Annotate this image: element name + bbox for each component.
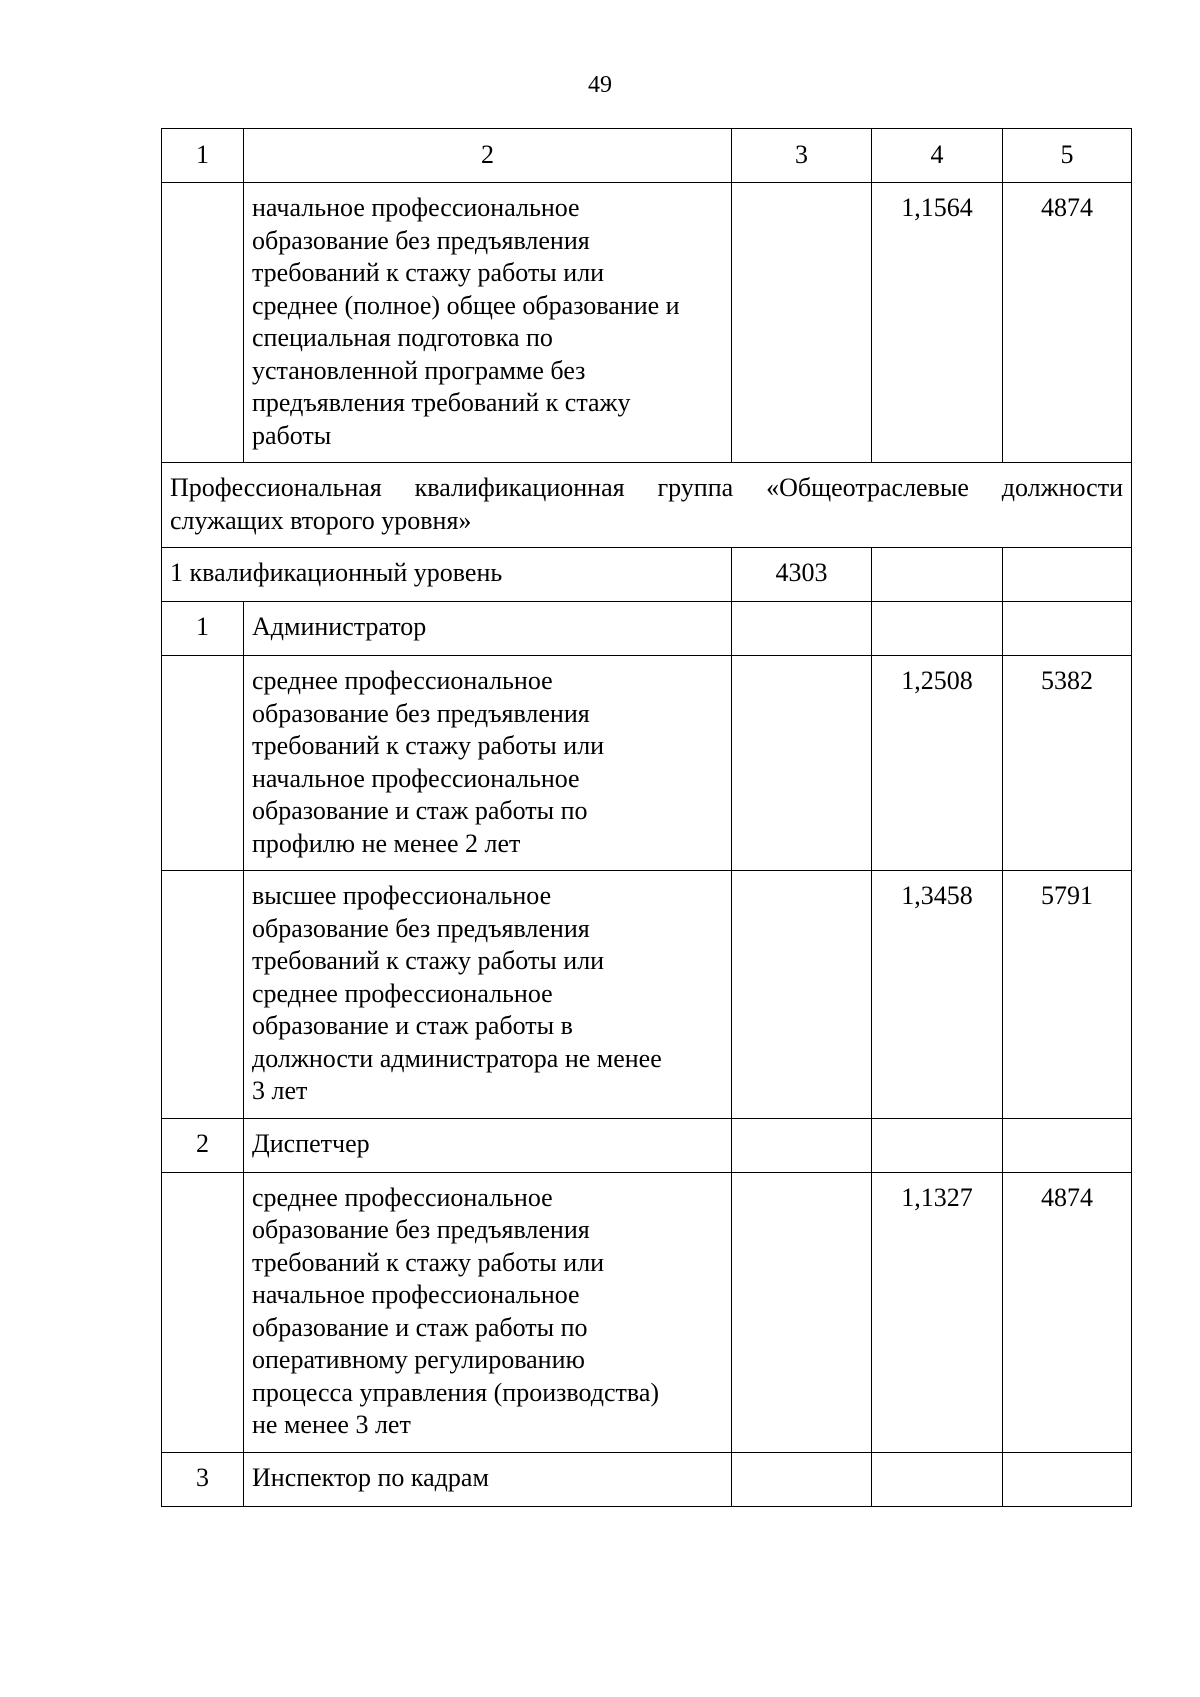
- qualification-table: [161, 128, 1132, 1507]
- base-salary-cell: [732, 183, 872, 463]
- page-number: 49: [588, 72, 612, 98]
- empty-cell: [732, 1172, 872, 1452]
- header-cell-2: 2: [244, 129, 732, 183]
- empty-cell: [162, 656, 244, 871]
- qualification-level-row: [162, 548, 1132, 602]
- empty-cell: [732, 1452, 872, 1506]
- header-cell-1: 1: [162, 129, 244, 183]
- table-row: [162, 656, 1132, 871]
- base-salary-value: 4303: [732, 548, 872, 602]
- position-title: Диспетчер: [244, 1118, 732, 1172]
- coefficient-cell: 1,1564: [872, 183, 1003, 463]
- table-row: [162, 1172, 1132, 1452]
- empty-cell: [872, 1118, 1003, 1172]
- table-row: [162, 871, 1132, 1119]
- empty-cell: [872, 602, 1003, 656]
- salary-cell: 5791: [1003, 871, 1132, 1119]
- salary-cell: 5382: [1003, 656, 1132, 871]
- professional-group-title: Профессиональная квалификационная группа «Общеотраслевые должности служащих второго уровня»: [162, 463, 1132, 548]
- requirement-description: начальное профессиональное образование без предъявления требований к стажу работы или среднее (полное) общее образование и специальная подготовка по установленной программе без предъявления требований к стажу работы: [244, 183, 732, 463]
- row-number-cell: [162, 183, 244, 463]
- empty-cell: [872, 1452, 1003, 1506]
- empty-cell: [732, 871, 872, 1119]
- empty-cell: [1003, 602, 1132, 656]
- empty-cell: [732, 602, 872, 656]
- requirement-description: высшее профессиональное образование без предъявления требований к стажу работы или среднее профессиональное образование и стаж работы в должности администратора не менее 3 лет: [244, 871, 732, 1119]
- requirement-description: среднее профессиональное образование без предъявления требований к стажу работы или начальное профессиональное образование и стаж работы по оперативному регулированию процесса управления (производства) не менее 3 лет: [244, 1172, 732, 1452]
- position-row-dispatcher: [162, 1118, 1132, 1172]
- header-cell-5: 5: [1003, 129, 1132, 183]
- empty-cell: [1003, 548, 1132, 602]
- empty-cell: [872, 548, 1003, 602]
- table-header-row: [162, 129, 1132, 183]
- position-title: Инспектор по кадрам: [244, 1452, 732, 1506]
- empty-cell: [162, 1172, 244, 1452]
- empty-cell: [1003, 1452, 1132, 1506]
- position-number: 2: [162, 1118, 244, 1172]
- group-row: [162, 463, 1132, 548]
- requirement-description: среднее профессиональное образование без предъявления требований к стажу работы или начальное профессиональное образование и стаж работы по профилю не менее 2 лет: [244, 656, 732, 871]
- empty-cell: [1003, 1118, 1132, 1172]
- header-cell-4: 4: [872, 129, 1003, 183]
- empty-cell: [162, 871, 244, 1119]
- salary-cell: 4874: [1003, 1172, 1132, 1452]
- table-row: [162, 183, 1132, 463]
- position-row-administrator: [162, 602, 1132, 656]
- coefficient-cell: 1,3458: [872, 871, 1003, 1119]
- position-number: 1: [162, 602, 244, 656]
- qualification-level-label: 1 квалификационный уровень: [162, 548, 732, 602]
- salary-cell: 4874: [1003, 183, 1132, 463]
- position-title: Администратор: [244, 602, 732, 656]
- coefficient-cell: 1,1327: [872, 1172, 1003, 1452]
- position-row-hr-inspector: [162, 1452, 1132, 1506]
- header-cell-3: 3: [732, 129, 872, 183]
- coefficient-cell: 1,2508: [872, 656, 1003, 871]
- empty-cell: [732, 656, 872, 871]
- empty-cell: [732, 1118, 872, 1172]
- position-number: 3: [162, 1452, 244, 1506]
